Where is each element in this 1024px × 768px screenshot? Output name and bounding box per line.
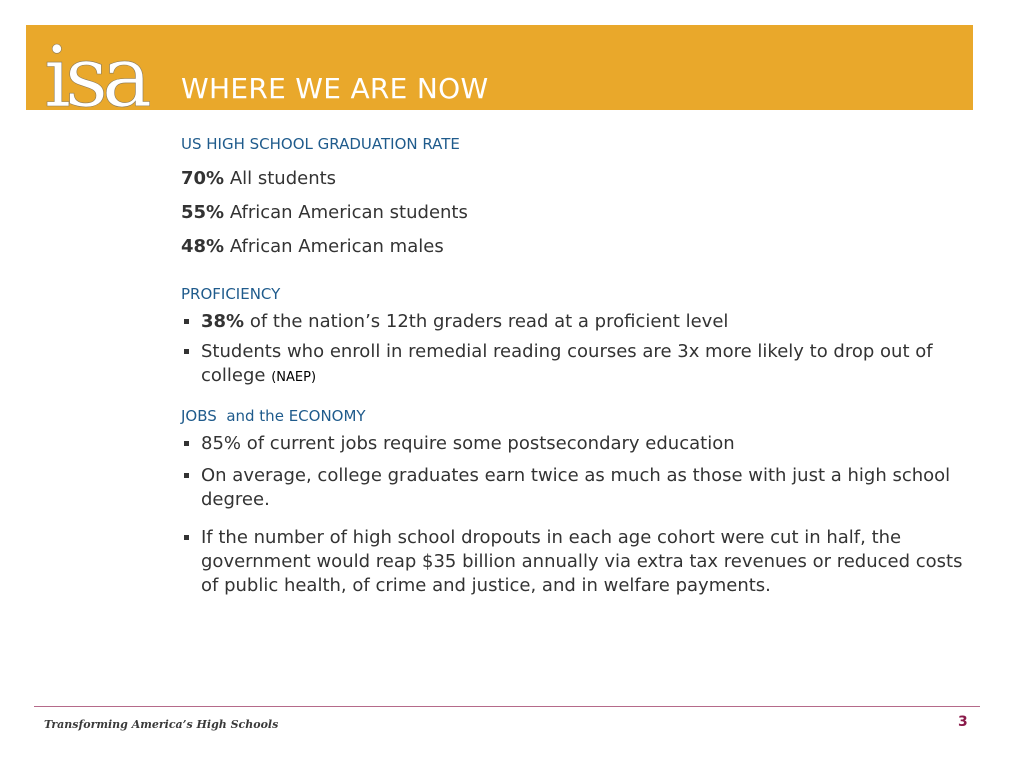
stat-all-students [181, 168, 981, 189]
jobs-bullet-text: 85% of current jobs require some postsecondary education [201, 433, 735, 454]
stat-african-american-males-pct: 48% [181, 236, 225, 257]
jobs-bullet-text: If the number of high school dropouts in each age cohort were cut in half, the government would reap $35 billion annually via extra tax revenues or reduced costs of public health, of crime and justice, and in welfare payments. [201, 527, 963, 596]
proficiency-bullet-list [181, 310, 981, 390]
proficiency-bullet-text: Students who enroll in remedial reading courses are 3x more likely to drop out of college [201, 341, 933, 386]
slide-body [181, 134, 981, 598]
footer-tagline: Transforming America’s High Schools [44, 718, 279, 731]
stat-african-american-students-label: African American students [229, 202, 468, 223]
jobs-bullet [181, 432, 981, 456]
proficiency-bullet-pct: 38% [201, 311, 245, 332]
bullet-marker [184, 319, 189, 324]
stat-african-american-males [181, 236, 981, 257]
bullet-marker [184, 441, 189, 446]
jobs-bullet-text: On average, college graduates earn twice as much as those with just a high school degree. [201, 465, 951, 510]
isa-logo [42, 30, 166, 114]
bullet-marker [184, 473, 189, 478]
slide-title: WHERE WE ARE NOW [181, 72, 489, 105]
bullet-marker [184, 349, 189, 354]
proficiency-bullet-text: of the nation’s 12th graders read at a proficient level [249, 311, 729, 332]
jobs-bullet [181, 464, 981, 512]
jobs-bullet-list [181, 432, 981, 598]
bullet-marker [184, 535, 189, 540]
proficiency-bullet [181, 340, 981, 390]
jobs-heading: JOBS and the ECONOMY [181, 407, 366, 425]
proficiency-heading: PROFICIENCY [181, 285, 281, 303]
jobs-bullet [181, 526, 981, 598]
footer-rule [34, 706, 980, 707]
graduation-heading: US HIGH SCHOOL GRADUATION RATE [181, 135, 460, 153]
naep-source-note: (NAEP) [271, 370, 317, 385]
stat-all-students-label: All students [229, 168, 337, 189]
stat-african-american-students-pct: 55% [181, 202, 225, 223]
header-band [26, 25, 973, 110]
page-number: 3 [958, 714, 968, 730]
svg-text:isa: isa [44, 30, 147, 114]
stat-all-students-pct: 70% [181, 168, 225, 189]
proficiency-bullet [181, 310, 981, 334]
stat-african-american-males-label: African American males [229, 236, 444, 257]
stat-african-american-students [181, 202, 981, 223]
